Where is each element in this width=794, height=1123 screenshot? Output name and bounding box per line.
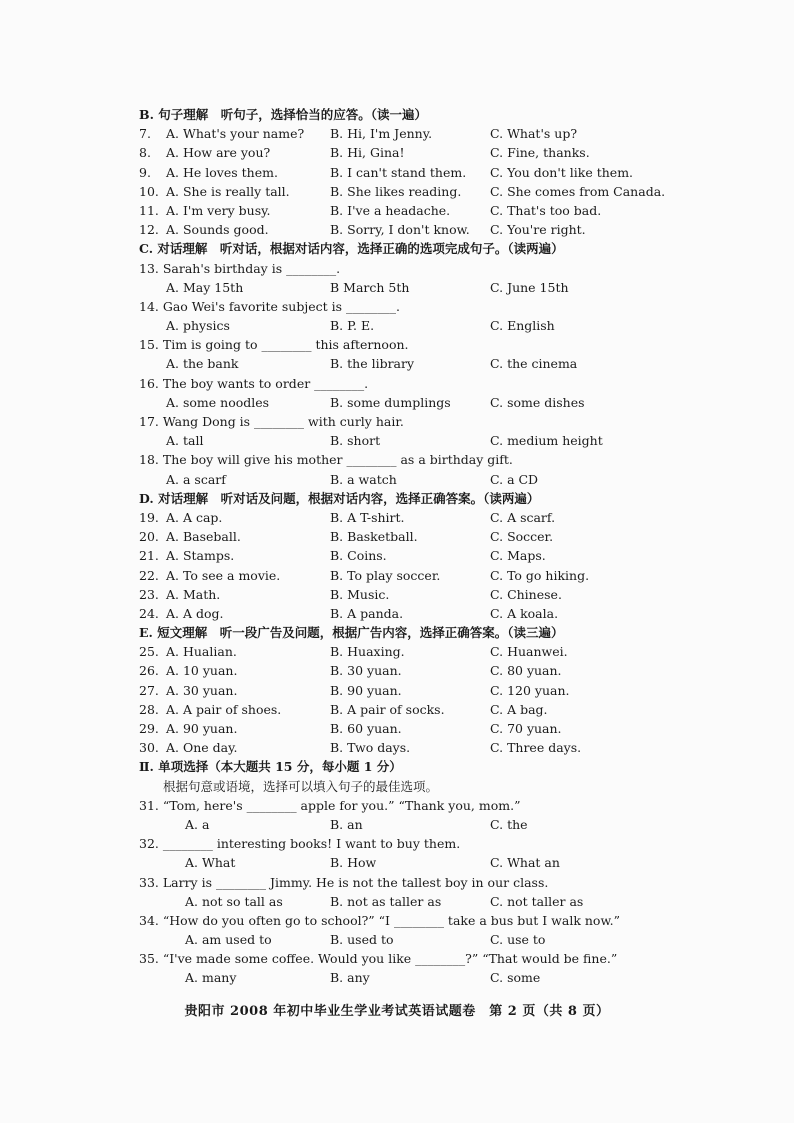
question-stem: 34. “How do you often go to school?” “I ________ take a bus but I walk now.” bbox=[139, 912, 621, 928]
question-row bbox=[139, 163, 669, 182]
question-row bbox=[139, 700, 669, 719]
section-b-heading: B. 句子理解 听句子，选择恰当的应答。（读一遍） bbox=[139, 107, 428, 122]
question-number: 12. bbox=[139, 222, 159, 238]
section-ii-heading: Ⅱ. 单项选择（本大题共 15 分，每小题 1 分） bbox=[139, 759, 402, 775]
option-a: A. One day. bbox=[166, 740, 238, 756]
option-c: C. What an bbox=[490, 855, 560, 871]
option-a: A. A pair of shoes. bbox=[166, 701, 282, 717]
option-b: B. I can't stand them. bbox=[330, 164, 467, 180]
option-b: B. some dumplings bbox=[330, 394, 451, 410]
option-b: B. A pair of socks. bbox=[330, 701, 445, 717]
option-c: C. That's too bad. bbox=[490, 202, 602, 218]
section-d-list bbox=[139, 508, 669, 623]
question-number: 24. bbox=[139, 605, 159, 621]
option-c: C. 120 yuan. bbox=[490, 682, 570, 698]
question-number: 7. bbox=[139, 126, 151, 142]
option-b: B. A panda. bbox=[330, 605, 404, 621]
option-b: B. A T-shirt. bbox=[330, 509, 405, 525]
option-a: A. not so tall as bbox=[185, 893, 283, 909]
option-c: C. some bbox=[490, 970, 541, 986]
option-a: A. Baseball. bbox=[166, 529, 241, 545]
options-row bbox=[139, 892, 669, 911]
section-e-heading: E. 短文理解 听一段广告及问题，根据广告内容，选择正确答案。（读三遍） bbox=[139, 625, 564, 641]
option-b: B. used to bbox=[330, 932, 394, 948]
option-a: A. Sounds good. bbox=[166, 222, 269, 238]
option-c: C. use to bbox=[490, 932, 546, 948]
question-row bbox=[139, 585, 669, 604]
option-c: C. Fine, thanks. bbox=[490, 145, 590, 161]
option-c: C. A scarf. bbox=[490, 509, 556, 525]
question-number: 22. bbox=[139, 567, 159, 583]
question-row bbox=[139, 546, 669, 565]
question-row bbox=[139, 201, 669, 220]
option-b: B. Hi, I'm Jenny. bbox=[330, 126, 433, 142]
question-row bbox=[139, 182, 669, 201]
option-b: B. Basketball. bbox=[330, 529, 418, 545]
option-b: B. Coins. bbox=[330, 548, 387, 564]
options-row bbox=[139, 930, 669, 949]
section-d-heading: D. 对话理解 听对话及问题，根据对话内容，选择正确答案。（读两遍） bbox=[139, 490, 540, 506]
question-stem: 33. Larry is ________ Jimmy. He is not the tallest boy in our class. bbox=[139, 874, 549, 890]
option-c: C. June 15th bbox=[490, 279, 569, 295]
section-ii-instruction: 根据句意或语境，选择可以填入句子的最佳选项。 bbox=[163, 778, 439, 794]
options-row bbox=[139, 316, 669, 335]
section-c-heading: C. 对话理解 听对话，根据对话内容，选择正确的选项完成句子。（读两遍） bbox=[139, 241, 564, 257]
option-a: A. What bbox=[185, 855, 236, 871]
option-c: C. 80 yuan. bbox=[490, 663, 562, 679]
question-row bbox=[139, 719, 669, 738]
option-a: A. He loves them. bbox=[166, 164, 278, 180]
option-b: B. To play soccer. bbox=[330, 567, 441, 583]
question-row bbox=[139, 681, 669, 700]
option-a: A. I'm very busy. bbox=[166, 202, 271, 218]
option-a: A. some noodles bbox=[166, 394, 270, 410]
option-b: B. I've a headache. bbox=[330, 202, 451, 218]
option-b: B. any bbox=[330, 970, 370, 986]
question-number: 10. bbox=[139, 183, 159, 199]
option-c: C. English bbox=[490, 318, 555, 334]
option-a: A. a scarf bbox=[166, 471, 226, 487]
option-a: A. the bank bbox=[166, 356, 239, 372]
option-a: A. physics bbox=[166, 318, 230, 334]
option-c: C. To go hiking. bbox=[490, 567, 590, 583]
question-number: 19. bbox=[139, 509, 159, 525]
option-c: C. Huanwei. bbox=[490, 644, 568, 660]
question-row bbox=[139, 124, 669, 143]
option-a: A. What's your name? bbox=[166, 126, 305, 142]
question-number: 21. bbox=[139, 548, 159, 564]
question-stem: 32. ________ interesting books! I want to buy them. bbox=[139, 836, 461, 852]
question-row bbox=[139, 661, 669, 680]
question-number: 26. bbox=[139, 663, 159, 679]
option-a: A. A cap. bbox=[166, 509, 223, 525]
option-c: C. the cinema bbox=[490, 356, 578, 372]
options-row bbox=[139, 470, 669, 489]
section-e-list bbox=[139, 642, 669, 757]
question-stem: 13. Sarah's birthday is ________. bbox=[139, 260, 341, 276]
question-stem: 31. “Tom, here's ________ apple for you.” “Thank you, mom.” bbox=[139, 797, 521, 813]
options-row bbox=[139, 393, 669, 412]
option-c: C. A koala. bbox=[490, 605, 559, 621]
option-b: B. 60 yuan. bbox=[330, 721, 402, 736]
question-number: 28. bbox=[139, 701, 159, 717]
exam-content bbox=[139, 105, 669, 988]
options-row bbox=[139, 853, 669, 872]
option-a: A. am used to bbox=[185, 932, 272, 948]
options-row bbox=[139, 968, 669, 987]
section-b-list bbox=[139, 124, 669, 239]
option-c: C. Chinese. bbox=[490, 586, 562, 602]
options-row bbox=[139, 431, 669, 450]
option-c: C. She comes from Canada. bbox=[490, 183, 666, 199]
question-stem: 16. The boy wants to order ________. bbox=[139, 375, 369, 391]
option-c: C. the bbox=[490, 816, 528, 832]
option-a: A. May 15th bbox=[166, 279, 244, 295]
option-b: B. 90 yuan. bbox=[330, 682, 402, 698]
option-a: A. She is really tall. bbox=[166, 183, 290, 199]
question-number: 25. bbox=[139, 644, 159, 660]
option-b: B. the library bbox=[330, 356, 415, 372]
option-c: C. You don't like them. bbox=[490, 164, 634, 180]
question-row bbox=[139, 642, 669, 661]
question-number: 20. bbox=[139, 529, 159, 545]
option-a: A. a bbox=[185, 816, 210, 832]
options-row bbox=[139, 354, 669, 373]
question-number: 27. bbox=[139, 682, 159, 698]
option-a: A. tall bbox=[166, 433, 204, 449]
question-number: 29. bbox=[139, 721, 159, 736]
options-row bbox=[139, 278, 669, 297]
question-number: 11. bbox=[139, 202, 159, 218]
option-b: B. Hi, Gina! bbox=[330, 145, 405, 161]
option-a: A. How are you? bbox=[166, 145, 271, 161]
option-c: C. a CD bbox=[490, 471, 539, 487]
question-row bbox=[139, 566, 669, 585]
option-b: B. short bbox=[330, 433, 381, 449]
option-c: C. Three days. bbox=[490, 740, 582, 756]
section-ii-list bbox=[139, 796, 669, 988]
option-c: C. 70 yuan. bbox=[490, 721, 562, 736]
option-a: A. A dog. bbox=[166, 605, 224, 621]
option-b: B March 5th bbox=[330, 279, 410, 295]
question-stem: 18. The boy will give his mother ________ as a birthday gift. bbox=[139, 452, 513, 468]
question-row bbox=[139, 738, 669, 757]
option-b: B. Two days. bbox=[330, 740, 411, 756]
option-c: C. Maps. bbox=[490, 548, 546, 564]
option-a: A. Hualian. bbox=[166, 644, 237, 660]
option-c: C. medium height bbox=[490, 433, 603, 449]
option-b: B. She likes reading. bbox=[330, 183, 462, 199]
question-number: 9. bbox=[139, 164, 151, 180]
option-c: C. some dishes bbox=[490, 394, 585, 410]
option-a: A. To see a movie. bbox=[166, 567, 281, 583]
question-stem: 17. Wang Dong is ________ with curly hair. bbox=[139, 414, 404, 429]
option-a: A. many bbox=[185, 970, 237, 986]
option-c: C. not taller as bbox=[490, 893, 584, 909]
question-stem: 15. Tim is going to ________ this afternoon. bbox=[139, 337, 409, 353]
option-b: B. an bbox=[330, 816, 363, 832]
option-a: A. 90 yuan. bbox=[166, 721, 238, 736]
question-stem: 14. Gao Wei's favorite subject is ________. bbox=[139, 298, 400, 314]
option-b: B. a watch bbox=[330, 471, 397, 487]
option-b: B. How bbox=[330, 855, 377, 871]
page-footer: 贵阳市 2008 年初中毕业生学业考试英语试题卷 第 2 页（共 8 页） bbox=[184, 1004, 610, 1019]
question-number: 30. bbox=[139, 740, 159, 756]
option-a: A. Stamps. bbox=[166, 548, 235, 564]
option-b: B. Huaxing. bbox=[330, 644, 405, 660]
option-c: C. A bag. bbox=[490, 701, 548, 717]
question-row bbox=[139, 143, 669, 162]
option-b: B. Sorry, I don't know. bbox=[330, 222, 470, 238]
question-row bbox=[139, 508, 669, 527]
option-b: B. not as taller as bbox=[330, 893, 442, 909]
option-b: B. P. E. bbox=[330, 318, 375, 334]
option-a: A. Math. bbox=[166, 586, 221, 602]
question-row bbox=[139, 527, 669, 546]
option-b: B. 30 yuan. bbox=[330, 663, 402, 679]
section-c-list bbox=[139, 259, 669, 489]
question-row bbox=[139, 604, 669, 623]
option-b: B. Music. bbox=[330, 586, 390, 602]
option-a: A. 10 yuan. bbox=[166, 663, 238, 679]
options-row bbox=[139, 815, 669, 834]
question-row bbox=[139, 220, 669, 239]
question-number: 23. bbox=[139, 586, 159, 602]
option-c: C. What's up? bbox=[490, 126, 578, 142]
option-c: C. You're right. bbox=[490, 222, 586, 238]
question-number: 8. bbox=[139, 145, 151, 161]
option-c: C. Soccer. bbox=[490, 529, 554, 545]
question-stem: 35. “I've made some coffee. Would you like ________?” “That would be fine.” bbox=[139, 951, 618, 967]
option-a: A. 30 yuan. bbox=[166, 682, 238, 698]
